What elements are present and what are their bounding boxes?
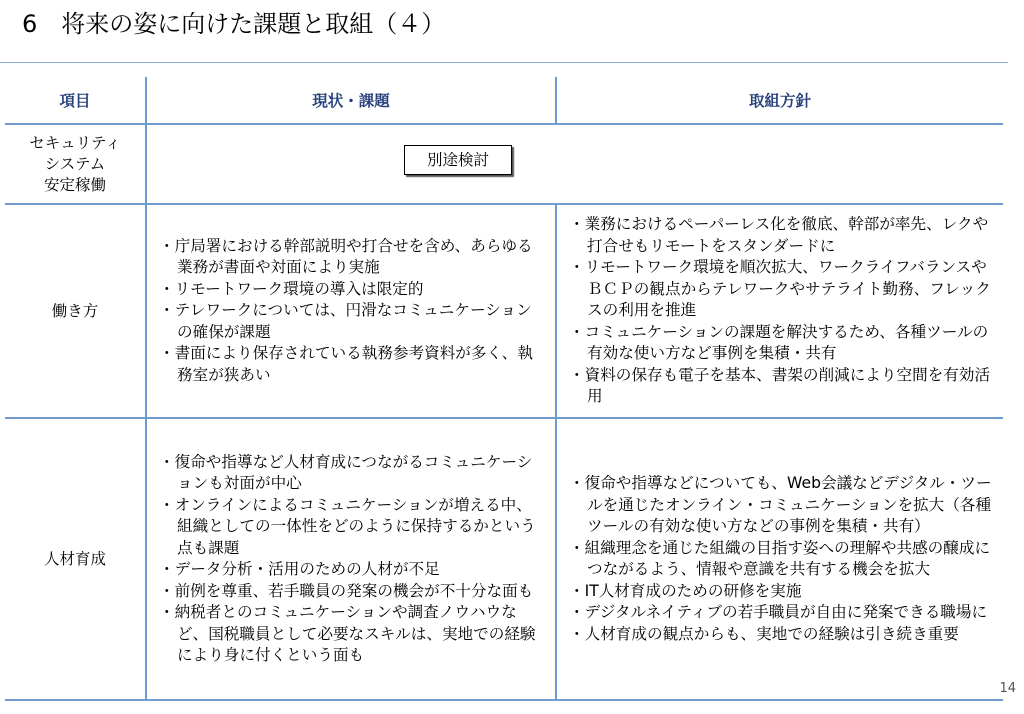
list-item: ・人材育成の観点からも、実地での経験は引き続き重要 — [569, 624, 959, 643]
page-number: 14 — [999, 681, 1016, 696]
row-label-line: セキュリティ — [29, 133, 121, 152]
issues-table — [5, 77, 1003, 701]
row-hr-development — [5, 418, 1003, 700]
list-item: ・書面により保存されている執務参考資料が多く、執務室が狭あい — [159, 344, 533, 384]
workstyle-policy-cell — [556, 204, 1003, 418]
title-divider — [0, 62, 1008, 63]
list-item: ・デジタルネイティブの若手職員が自由に発案できる職場に — [569, 603, 988, 621]
security-note-cell — [146, 124, 1003, 204]
list-item: ・テレワークについては、円滑なコミュニケーションの確保が課題 — [159, 301, 532, 341]
list-item: ・復命や指導など人材育成につながるコミュニケーションも対面が中心 — [159, 452, 533, 492]
header-policy: 取組方針 — [556, 77, 1003, 124]
row-label-line: 働き方 — [51, 301, 99, 320]
hr-current-cell — [146, 418, 556, 700]
list-item: ・組織理念を通じた組織の目指す姿への理解や共感の醸成につながるよう、情報や意識を共有する機会を拡大 — [569, 538, 991, 578]
list-item: ・コミュニケーションの課題を解決するため、各種ツールの有効な使い方など事例を集積・共有 — [569, 322, 989, 363]
workstyle-current-cell — [146, 204, 556, 418]
header-row — [5, 77, 1003, 124]
row-label-hr-development — [5, 418, 146, 700]
list-item: ・オンラインによるコミュニケーションが増える中、組織としての一体性をどのように保持するかという点も課題 — [159, 495, 536, 557]
list-item: ・納税者とのコミュニケーションや調査ノウハウなど、国税職員として必要なスキルは、実地での経験により身に付くという面も — [159, 603, 536, 664]
list-item: ・業務におけるペーパーレス化を徹底、幹部が率先、レクや打合せもリモートをスタンダードに — [569, 215, 989, 255]
hr-policy-cell — [556, 418, 1003, 700]
list-item: ・データ分析・活用のための人材が不足 — [159, 560, 440, 578]
separate-consideration-box: 別途検討 — [404, 145, 512, 175]
page-title: 6 将来の姿に向けた課題と取組（４） — [22, 10, 446, 38]
list-item: ・IT人材育成のための研修を実施 — [569, 581, 802, 600]
list-item: ・資料の保存も電子を基本、書架の削減により空間を有効活用 — [569, 365, 991, 406]
header-item: 項目 — [5, 77, 146, 124]
list-item: ・前例を尊重、若手職員の発案の機会が不十分な面も — [159, 581, 534, 600]
row-label-line: システム — [44, 154, 106, 173]
list-item: ・リモートワーク環境の導入は限定的 — [159, 279, 424, 298]
header-current: 現状・課題 — [146, 77, 556, 124]
row-label-line: 人材育成 — [43, 549, 106, 568]
list-item: ・復命や指導などについても、Web会議などデジタル・ツールを通じたオンライン・コミュニケーションを拡大（各種ツールの有効な使い方などの事例を集積・共有） — [569, 474, 992, 535]
list-item: ・庁局署における幹部説明や打合せを含め、あらゆる業務が書面や対面により実施 — [159, 236, 533, 277]
row-label-workstyle — [5, 204, 146, 418]
row-label-security — [5, 124, 146, 204]
row-label-line: 安定稼働 — [43, 175, 106, 194]
row-security — [5, 124, 1003, 204]
list-item: ・リモートワーク環境を順次拡大、ワークライフバランスやＢＣＰの観点からテレワークやサテライト勤務、フレックスの利用を推進 — [569, 258, 991, 320]
row-workstyle — [5, 204, 1003, 418]
